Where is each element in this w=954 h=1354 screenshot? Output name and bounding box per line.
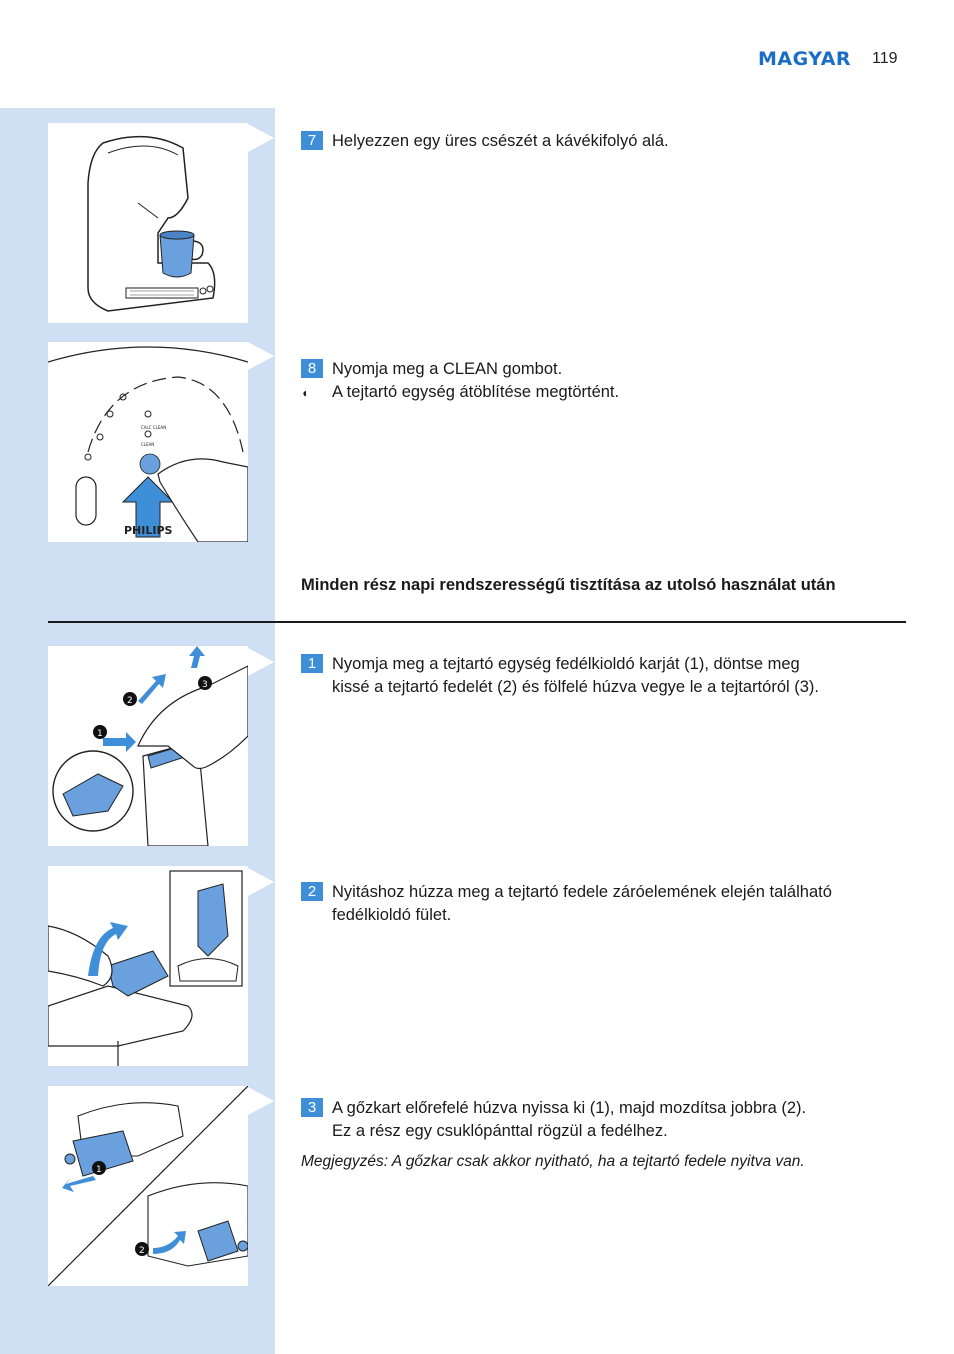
section-divider [48,621,906,623]
figure-pointer [248,1087,274,1115]
figure-steam-arm [48,1086,248,1286]
step-number: 2 [301,882,323,901]
figure-pointer [248,342,274,370]
callout-2: 2 [127,696,133,706]
coffee-machine-illustration [48,123,248,323]
step-text-line2: Ez a rész egy csuklópánttal rögzül a fedélhez. [332,1122,668,1140]
step-text-line2: fedélkioldó fület. [332,906,452,924]
figure-coffee-machine [48,123,248,323]
step-text-line1: Nyomja meg a tejtartó egység fedélkioldó karját (1), döntse meg [332,655,800,673]
steam-arm-illustration [48,1086,248,1286]
note-text: Megjegyzés: A gőzkar csak akkor nyitható, ha a tejtartó fedele nyitva van. [301,1153,805,1170]
figure-pointer [248,648,274,676]
figure-pointer [248,868,274,896]
callout-1: 1 [97,729,103,739]
figure-lid-tab [48,866,248,1066]
step-number: 1 [301,654,323,673]
callout-1: 1 [96,1165,102,1175]
step-number: 3 [301,1098,323,1117]
section-title: Minden rész napi rendszerességű tisztítása az utolsó használat után [301,576,836,594]
step-7 [301,130,901,153]
milk-lid-illustration [48,646,248,846]
section-language-header: MAGYAR [758,48,852,70]
step-text-line2: kissé a tejtartó fedelét (2) és fölfelé húzva vegye le a tejtartóról (3). [332,678,819,696]
step-2 [301,881,901,927]
figure-control-panel [48,342,248,542]
step-text-line1: Nyitáshoz húzza meg a tejtartó fedele záróelemének elején található [332,883,832,901]
callout-3: 3 [202,680,208,690]
lid-tab-illustration [48,866,248,1066]
step-text-line1: A gőzkart előrefelé húzva nyissa ki (1), majd mozdítsa jobbra (2). [332,1099,807,1117]
step-number: 7 [301,131,323,150]
step-number: 8 [301,359,323,378]
step-3 [301,1097,901,1143]
calc-clean-label: CALC CLEAN [141,425,167,430]
step-8 [301,358,901,405]
step-text: Nyomja meg a CLEAN gombot. [332,360,563,378]
callout-2: 2 [139,1246,145,1256]
clean-label: CLEAN [141,442,155,447]
page-number: 119 [872,50,898,67]
figure-milk-lid-removal [48,646,248,846]
step-1 [301,653,901,699]
control-panel-illustration [48,342,248,542]
philips-logo: PHILIPS [124,524,173,537]
step-result: A tejtartó egység átöblítése megtörtént. [332,383,620,401]
step-text: Helyezzen egy üres csészét a kávékifolyó alá. [332,132,669,150]
result-arrow-icon: ◖ [301,386,309,400]
figure-pointer [248,124,274,152]
